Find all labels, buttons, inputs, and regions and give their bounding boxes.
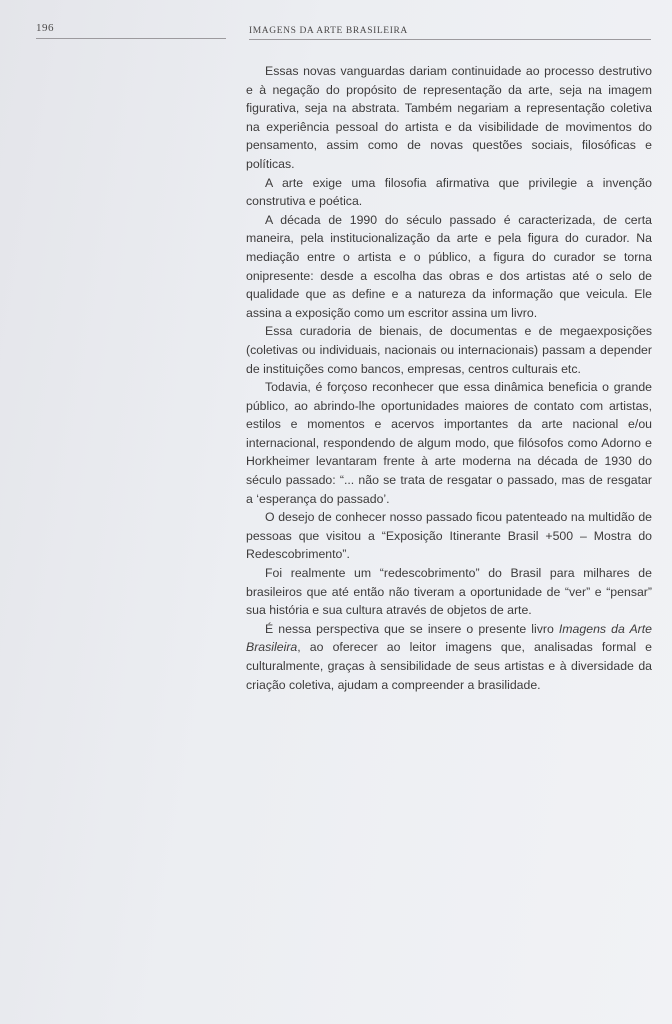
- closing-text-start: É nessa perspectiva que se insere o presente livro: [265, 621, 559, 636]
- closing-text-end: , ao oferecer ao leitor imagens que, analisadas formal e culturalmente, graças à sensibilidade de seus artistas e à diversidade da criação coletiva, ajudam a compreender a brasilidade.: [246, 640, 652, 692]
- closing-paragraph: [246, 620, 652, 694]
- running-header: IMAGENS DA ARTE BRASILEIRA: [249, 26, 408, 36]
- paragraph: A arte exige uma filosofia afirmativa que privilegie a invenção construtiva e poética.: [246, 175, 652, 209]
- paragraph: O desejo de conhecer nosso passado ficou patenteado na multidão de pessoas que visitou a “Exposição Itinerante Brasil +500 – Mostra do Redescobrimento”.: [246, 510, 652, 562]
- paragraph: Essas novas vanguardas dariam continuidade ao processo destrutivo e à negação do propósito de representação da arte, seja na imagem figurativa, seja na abstrata. Também negariam a representação coletiva na experiência pessoal do artista e da visibilidade de movimentos do pensamento, assim como de novas questões sociais, filosóficas e políticas.: [246, 64, 652, 171]
- paragraph: Essa curadoria de bienais, de documentas e de megaexposições (coletivas ou individuais, nacionais ou internacionais) passam a depender de instituições como bancos, empresas, centros culturais etc.: [246, 324, 652, 376]
- body-text: [246, 62, 652, 694]
- header-rule-left: [36, 38, 226, 39]
- paragraph: A década de 1990 do século passado é caracterizada, de certa maneira, pela institucionalização da arte e pela figura do curador. Na mediação entre o artista e o público, a figura do curador se torna onipresente: desde a escolha das obras e dos artistas até o selo de qualidade que as define e a natureza da informação que veicula. Ele assina a exposição como um escritor assina um livro.: [246, 212, 652, 320]
- book-title: Imagens da Arte Brasileira: [246, 621, 652, 655]
- page-number: 196: [36, 22, 54, 34]
- paragraph: Todavia, é forçoso reconhecer que essa dinâmica beneficia o grande público, ao abrindo-lhe oportunidades maiores de contato com artistas, estilos e momentos e acervos importantes da arte nacional e/ou internacional, respondendo de algum modo, que filósofos como Adorno e Horkheimer levantaram frente à arte moderna na década de 1930 do século passado: “... não se trata de resgatar o passado, mas de resgatar a ‘esperança do passado’.: [246, 380, 652, 506]
- header-rule-right: [249, 39, 651, 40]
- paragraph: Foi realmente um “redescobrimento” do Brasil para milhares de brasileiros que até então não tiveram a oportunidade de “ver” e “pensar” sua história e sua cultura através de objetos de arte.: [246, 566, 652, 618]
